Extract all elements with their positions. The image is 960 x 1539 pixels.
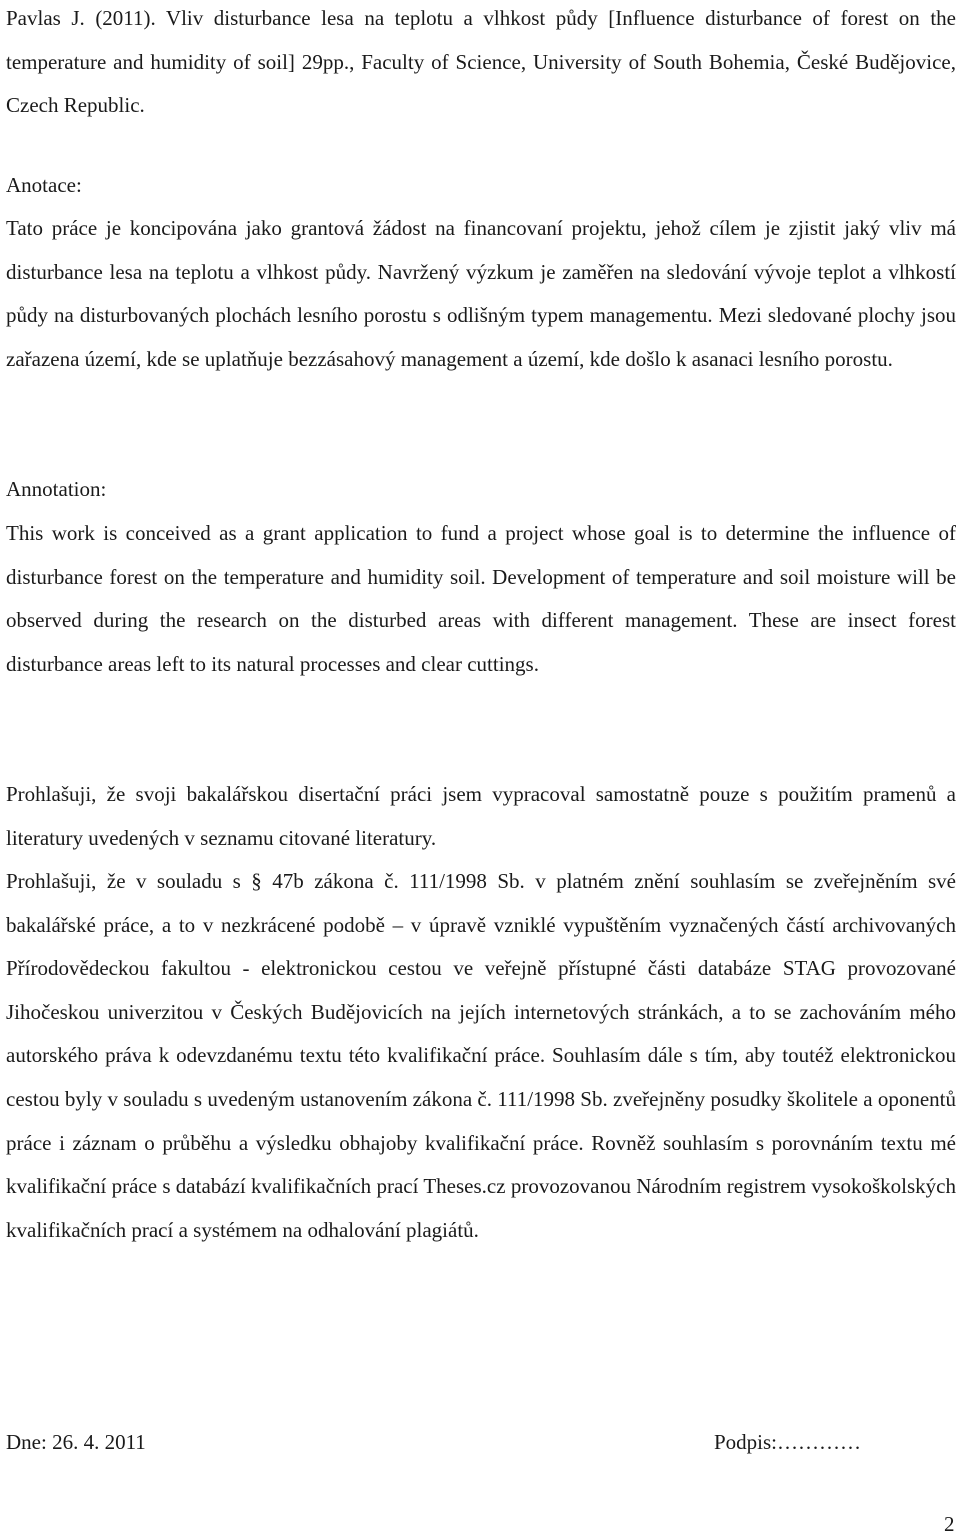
annotation-body [6,512,956,686]
anotace-paragraph: Tato práce je koncipována jako grantová žádost na financovaní projektu, jehož cílem je zjistit jaký vliv má disturbance lesa na teplotu a vlhkost půdy. Navržený výzkum je zaměřen na sledování vývoje teplot a vlhkostí půdy na disturbovaných plochách lesního porostu s odlišným typem managementu. Mezi sledované plochy jsou zařazena území, kde se uplatňuje bezzásahový management a území, kde došlo k asanaci lesního porostu. [6,216,956,371]
page-number: 2 [944,1512,955,1536]
declaration-authorship-text: Prohlašuji, že svoji bakalářskou disertační práci jsem vypracoval samostatně pouze s použitím pramenů a literatury uvedených v seznamu citované literatury. [6,782,956,850]
anotace-heading-block [6,164,956,208]
signature-line: Podpis:………… [714,1430,862,1454]
anotace-body [6,207,956,381]
annotation-heading: Annotation: [6,477,107,501]
declaration-publication [6,860,956,1252]
signing-date: Dne: 26. 4. 2011 [6,1430,146,1454]
anotace-heading: Anotace: [6,173,82,197]
declaration-authorship [6,773,956,860]
declaration-publication-text: Prohlašuji, že v souladu s § 47b zákona č. 111/1998 Sb. v platném znění souhlasím se zveřejněním své bakalářské práce, a to v nezkrácené podobě – v úpravě vzniklé vypuštěním vyznačených částí archivovaných Přírodovědeckou fakultou - elektronickou cestou ve veřejně přístupné části databáze STAG provozované Jihočeskou univerzitou v Českých Budějovicích na jejích internetových stránkách, a to se zachováním mého autorského práva k odevzdanému textu této kvalifikační práce. Souhlasím dále s tím, aby toutéž elektronickou cestou byly v souladu s uvedeným ustanovením zákona č. 111/1998 Sb. zveřejněny posudky školitele a oponentů práce i záznam o průběhu a výsledku obhajoby kvalifikační práce. Rovněž souhlasím s porovnáním textu mé kvalifikační práce s databází kvalifikačních prací Theses.cz provozovanou Národním registrem vysokoškolských kvalifikačních prací a systémem na odhalování plagiátů. [6,869,956,1242]
bibliographic-citation [6,0,956,128]
citation-text: Pavlas J. (2011). Vliv disturbance lesa na teplotu a vlhkost půdy [Influence disturbance of forest on the temperature and humidity of soil] 29pp., Faculty of Science, University of South Bohemia, České Budějovice, Czech Republic. [6,6,956,118]
annotation-paragraph: This work is conceived as a grant application to fund a project whose goal is to determine the influence of disturbance forest on the temperature and humidity soil. Development of temperature and soil moisture will be observed during the research on the disturbed areas with different management. These are insect forest disturbance areas left to its natural processes and clear cuttings. [6,521,956,676]
annotation-heading-block [6,468,956,512]
